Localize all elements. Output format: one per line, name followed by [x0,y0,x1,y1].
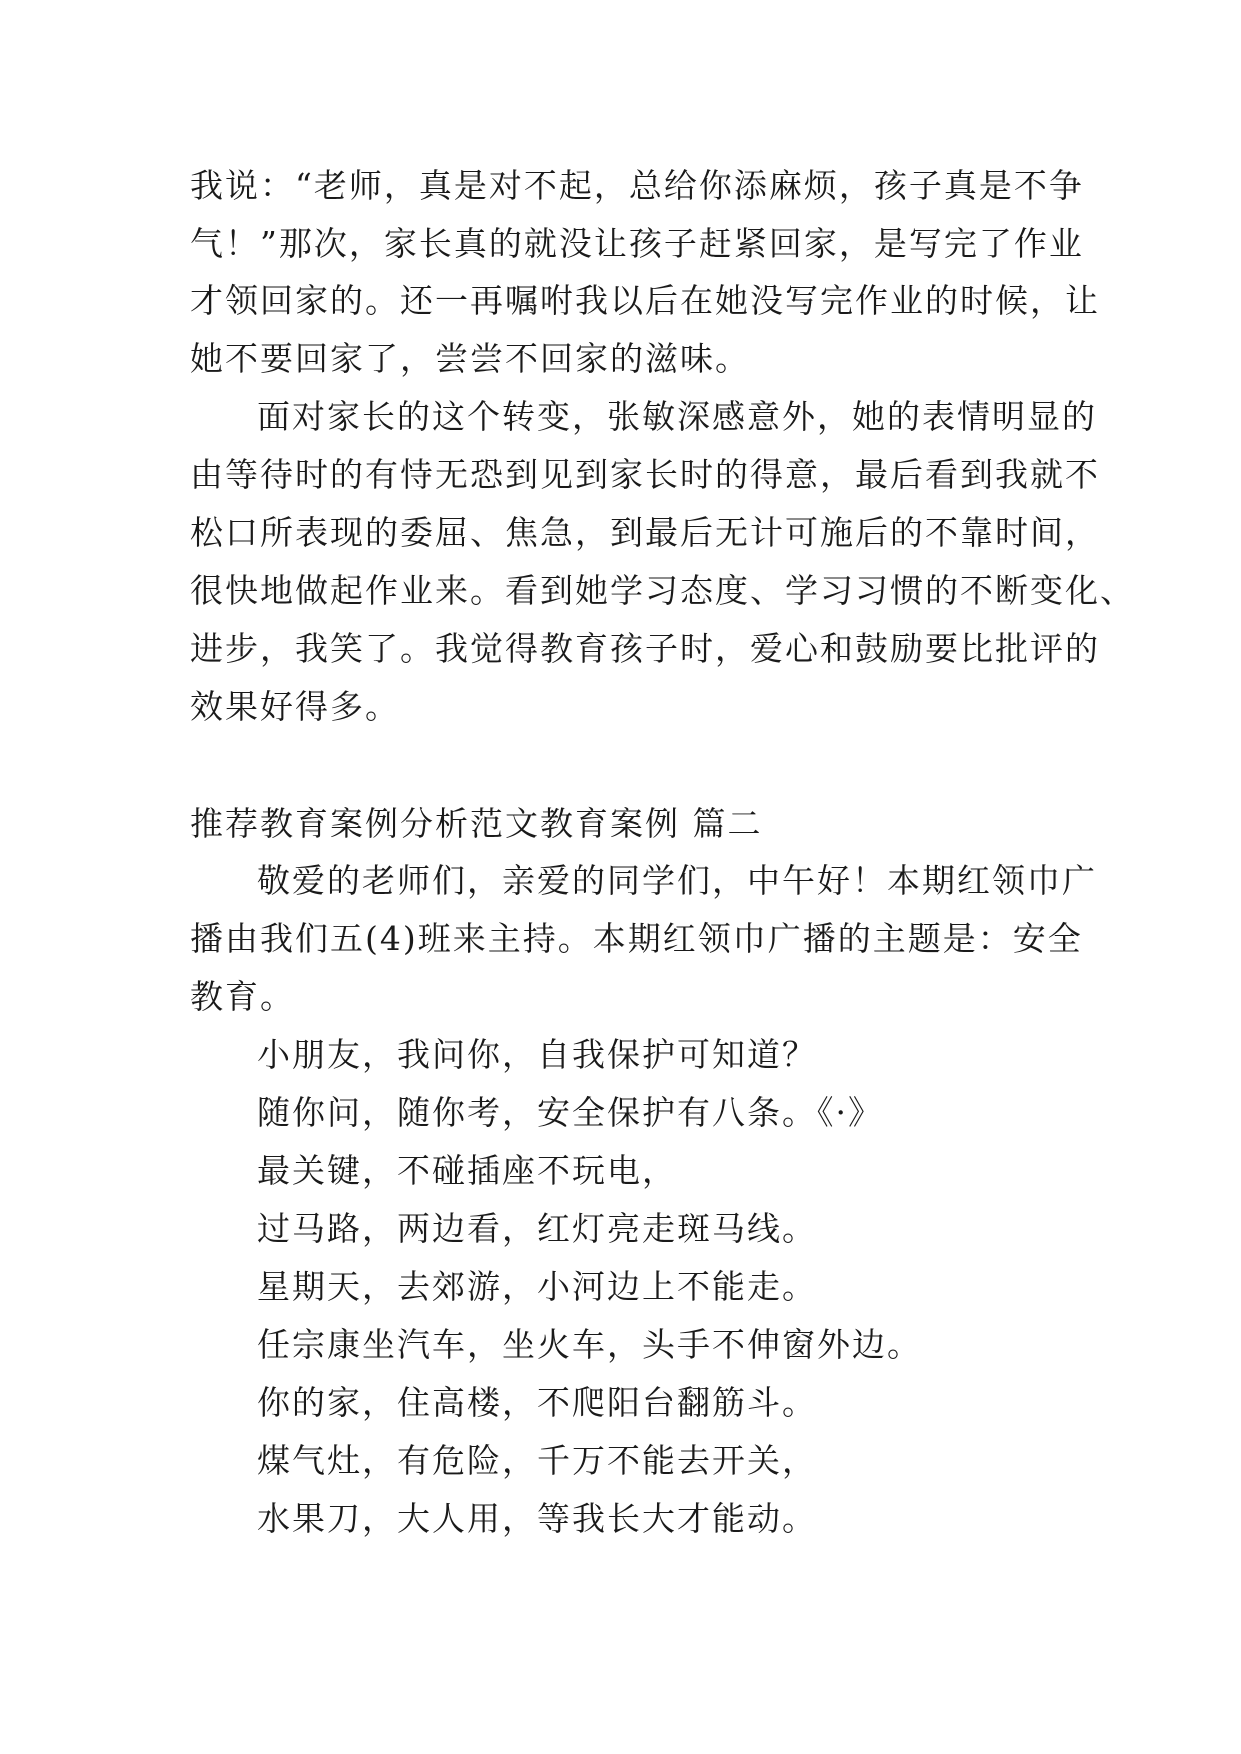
verse-line: 随你问，随你考，安全保护有八条。《·》 [257,1093,883,1132]
verse-line: 星期天，去郊游，小河边上不能走。 [257,1267,817,1306]
paragraph-line: 松口所表现的委屈、焦急，到最后无计可施后的不靠时间， [190,513,1100,552]
paragraph-line: 我说：“老师，真是对不起，总给你添麻烦，孩子真是不争 [190,166,1084,205]
paragraph-line: 气！”那次，家长真的就没让孩子赶紧回家，是写完了作业 [190,224,1084,263]
verse-line: 任宗康坐汽车，坐火车，头手不伸窗外边。 [257,1325,922,1364]
paragraph-line: 敬爱的老师们，亲爱的同学们，中午好！本期红领巾广 [257,861,1097,900]
verse-line: 过马路，两边看，红灯亮走斑马线。 [257,1209,817,1248]
paragraph-line: 进步，我笑了。我觉得教育孩子时，爱心和鼓励要比批评的 [190,629,1100,668]
paragraph-line: 由等待时的有恃无恐到见到家长时的得意，最后看到我就不 [190,455,1100,494]
section-heading: 推荐教育案例分析范文教育案例 篇二 [190,804,763,843]
paragraph-line: 面对家长的这个转变，张敏深感意外，她的表情明显的 [257,397,1097,436]
paragraph-line: 才领回家的。还一再嘱咐我以后在她没写完作业的时候，让 [190,281,1100,320]
verse-line: 最关键，不碰插座不玩电， [257,1151,677,1190]
paragraph-line: 教育。 [190,977,295,1016]
verse-line: 煤气灶，有危险，千万不能去开关， [257,1441,817,1480]
verse-line: 你的家，住高楼，不爬阳台翻筋斗。 [257,1383,817,1422]
paragraph-line: 播由我们五(4)班来主持。本期红领巾广播的主题是：安全 [190,919,1083,958]
paragraph-line: 效果好得多。 [190,687,400,726]
paragraph-line: 很快地做起作业来。看到她学习态度、学习习惯的不断变化、 [190,571,1135,610]
verse-line: 水果刀，大人用，等我长大才能动。 [257,1499,817,1538]
verse-line: 小朋友，我问你，自我保护可知道？ [257,1035,817,1074]
paragraph-line: 她不要回家了，尝尝不回家的滋味。 [190,339,750,378]
